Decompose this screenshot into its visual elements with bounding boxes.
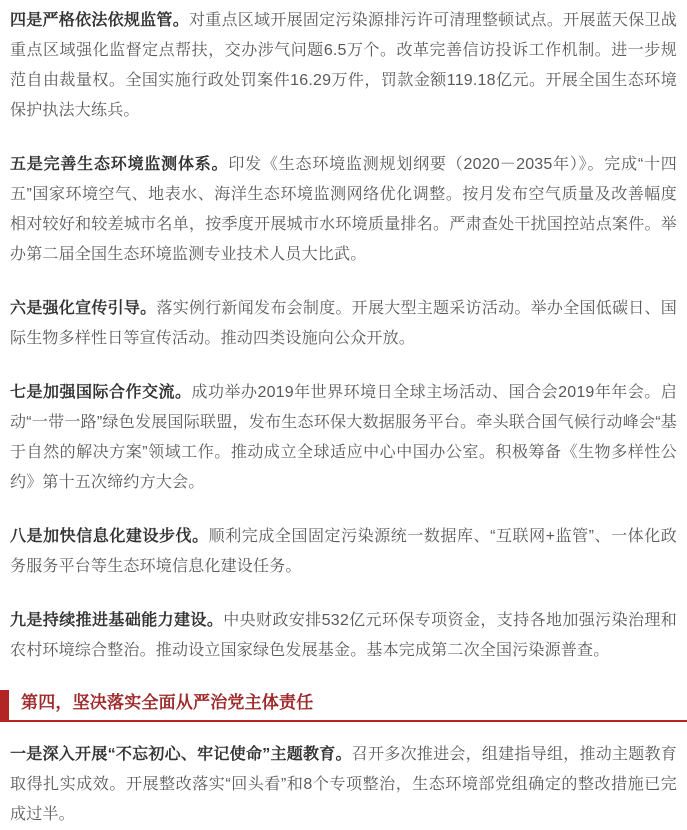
- body-paragraph: [10, 522, 677, 582]
- paragraph-lead: 六是强化宣传引导。: [10, 300, 157, 317]
- red-accent-bar: [0, 690, 9, 720]
- paragraph-lead: 四是严格依法依规监管。: [10, 12, 189, 29]
- paragraph-lead: 一是深入开展“不忘初心、牢记使命”主题教育。: [10, 746, 352, 763]
- section-heading-text: 第四，坚决落实全面从严治党主体责任: [21, 693, 314, 712]
- paragraph-text: 对重点区域开展固定污染源排污许可清理整顿试点。开展蓝天保卫战重点区域强化监督定点帮扶，交办涉气问题6.5万个。改革完善信访投诉工作机制。进一步规范自由裁量权。全国实施行政处罚案件16.29万件，罚款金额119.18亿元。开展全国生态环境保护执法大练兵。: [10, 12, 677, 119]
- paragraph-text: 落实例行新闻发布会制度。开展大型主题采访活动。举办全国低碳日、国际生物多样性日等宣传活动。推动四类设施向公众开放。: [10, 300, 677, 347]
- paragraph-lead: 五是完善生态环境监测体系。: [10, 156, 229, 173]
- body-paragraph: [10, 606, 677, 666]
- paragraph-lead: 七是加强国际合作交流。: [10, 384, 192, 401]
- paragraph-text: 成功举办2019年世界环境日全球主场活动、国合会2019年年会。启动“一带一路”绿色发展国际联盟，发布生态环保大数据服务平台。牵头联合国气候行动峰会“基于自然的解决方案”领域工作。推动成立全球适应中心中国办公室。积极筹备《生物多样性公约》第十五次缔约方大会。: [10, 384, 678, 491]
- body-paragraph: [10, 740, 677, 830]
- paragraph-text: 召开多次推进会，组建指导组，推动主题教育取得扎实成效。开展整改落实“回头看”和8个专项整治，生态环境部党组确定的整改措施已完成过半。: [10, 746, 677, 823]
- paragraph-text: 中央财政安排532亿元环保专项资金，支持各地加强污染治理和农村环境综合整治。推动设立国家绿色发展基金。基本完成第二次全国污染源普查。: [10, 612, 677, 659]
- paragraph-lead: 九是持续推进基础能力建设。: [10, 612, 224, 629]
- paragraph-text: 印发《生态环境监测规划纲要（2020－2035年）》。完成“十四五”国家环境空气、地表水、海洋生态环境监测网络优化调整。按月发布空气质量及改善幅度相对较好和较差城市名单，按季度开展城市水环境质量排名。严肃查处干扰国控站点案件。举办第二届全国生态环境监测专业技术人员大比武。: [10, 156, 677, 263]
- body-paragraph: [10, 6, 677, 126]
- body-paragraph: [10, 378, 677, 498]
- body-paragraph: [10, 150, 677, 270]
- paragraph-text: 顺利完成全国固定污染源统一数据库、“互联网+监管”、一体化政务服务平台等生态环境信息化建设任务。: [10, 528, 677, 575]
- body-paragraph: [10, 294, 677, 354]
- paragraph-lead: 八是加快信息化建设步伐。: [10, 528, 209, 545]
- section-heading: [0, 690, 687, 722]
